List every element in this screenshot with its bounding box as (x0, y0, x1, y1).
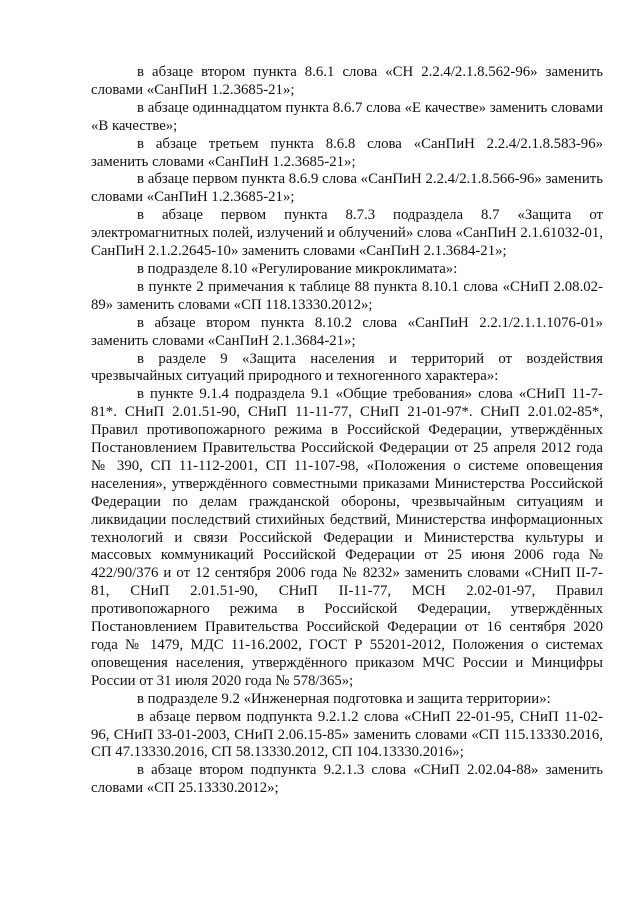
paragraph: в абзаце втором пункта 8.6.1 слова «СН 2.2.4/2.1.8.562-96» заменить словами «СанПиН 1.2.3685-21»; (91, 64, 603, 98)
paragraph: в пункте 9.1.4 подраздела 9.1 «Общие требования» слова «СНиП 11-7-81*. СНиП 2.01.51-90, СНиП 11-11-77, СНиП 21-01-97*. СНиП 2.01.02-85*, Правил противопожарного режима в Российской Федерации, утверждённых Постановлением Правительства Российской Федерации от 25 апреля 2012 года № 390, СП 11-112-2001, СП 11-107-98, «Положения о системе оповещения населения», утверждённого совместными приказами Министерства Российской Федерации по делам гражданской обороны, чрезвычайным ситуациям и ликвидации последствий стихийных бедствий, Министерства информационных технологий и связи Российской Федерации и Министерства культуры и массовых коммуникаций Российской Федерации от 25 июня 2006 года № 422/90/376 и от 12 сентября 2006 года № 8232» заменить словами «СНиП II-7-81, СНиП 2.01.51-90, СНиП II-11-77, МСН 2.02-01-97, Правил противопожарного режима в Российской Федерации, утверждённых Постановлением Правительства Российской Федерации от 16 сентября 2020 года № 1479, МДС 11-16.2002, ГОСТ Р 55201-2012, Положения о системах оповещения населения, утверждённого приказом МЧС России и Минцифры России от 31 июля 2020 года № 578/365»; (91, 386, 603, 689)
paragraph: в подразделе 8.10 «Регулирование микроклимата»: (137, 260, 458, 277)
paragraph: в абзаце втором пункта 8.10.2 слова «СанПиН 2.2.1/2.1.1.1076-01» заменить словами «СанПиН 2.1.3684-21»; (91, 314, 603, 349)
paragraph: в разделе 9 «Защита населения и территорий от воздействия чрезвычайных ситуаций природного и техногенного характера»: (91, 350, 603, 385)
paragraph: в подразделе 9.2 «Инженерная подготовка и защита территории»: (137, 690, 551, 707)
paragraph: в абзаце первом пункта 8.6.9 слова «СанПиН 2.2.4/2.1.8.566-96» заменить словами «СанПиН 1.2.3685-21»; (91, 171, 603, 206)
paragraph: в абзаце первом пункта 8.7.3 подраздела 8.7 «Защита от электромагнитных полей, излучений и облучений» слова «СанПиН 2.1.61032-01, СанПиН 2.1.2.2645-10» заменить словами «СанПиН 2.1.3684-21»; (91, 207, 603, 260)
paragraph: в пункте 2 примечания к таблице 88 пункта 8.10.1 слова «СНиП 2.08.02-89» заменить словами «СП 118.13330.2012»; (91, 278, 603, 313)
paragraph: в абзаце третьем пункта 8.6.8 слова «СанПиН 2.2.4/2.1.8.583-96» заменить словами «СанПиН 1.2.3685-21»; (91, 135, 603, 170)
paragraph: в абзаце первом подпункта 9.2.1.2 слова «СНиП 22-01-95, СНиП 11-02-96, СНиП 33-01-2003, СНиП 2.06.15-85» заменить словами «СП 115.13330.2016, СП 47.13330.2016, СП 58.13330.2012, СП 104.13330.2016»; (91, 708, 603, 761)
document-body (91, 64, 603, 798)
paragraph: в абзаце втором подпункта 9.2.1.3 слова «СНиП 2.02.04-88» заменить словами «СП 25.13330.2012»; (91, 762, 603, 797)
paragraph: в абзаце одиннадцатом пункта 8.6.7 слова «Е качестве» заменить словами «В качестве»; (91, 99, 603, 134)
